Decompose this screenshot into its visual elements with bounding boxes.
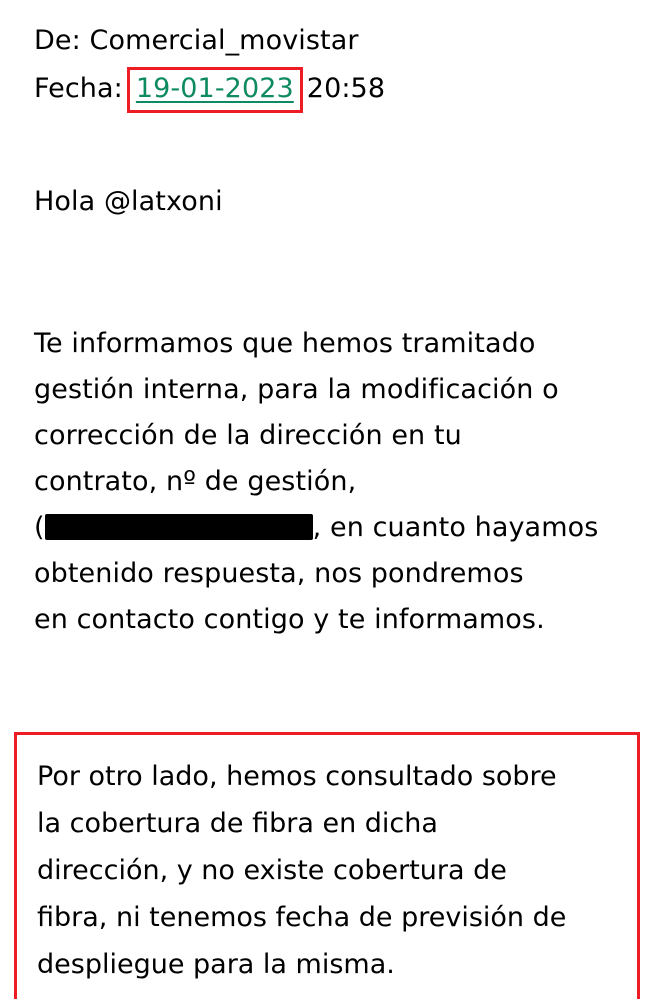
- body-line-6: obtenido respuesta, nos pondremos: [34, 558, 524, 589]
- greeting-text: Hola @latxoni: [34, 186, 223, 217]
- message-header: [34, 0, 620, 113]
- body-line-5: [34, 505, 620, 551]
- date-link[interactable]: 19-01-2023: [135, 73, 294, 104]
- highlighted-paragraph-box: [14, 732, 640, 999]
- sender-label: De:: [34, 25, 81, 56]
- body-line-4: contrato, nº de gestión,: [34, 466, 357, 497]
- body-paragraph: [34, 321, 620, 643]
- redacted-block: [45, 514, 313, 540]
- time-value: 20:58: [306, 73, 386, 104]
- body-line-3: corrección de la dirección en tu: [34, 420, 462, 451]
- date-line: [34, 66, 620, 113]
- date-highlight-box: [127, 67, 303, 113]
- highlight-line-4: fibra, ni tenemos fecha de previsión de: [37, 902, 567, 933]
- highlight-line-5: despliegue para la misma.: [37, 949, 395, 980]
- redaction-prefix: (: [34, 512, 45, 543]
- sender-value: Comercial_movistar: [89, 25, 359, 56]
- body-line-7: en contacto contigo y te informamos.: [34, 604, 545, 635]
- highlight-line-3: dirección, y no existe cobertura de: [37, 855, 507, 886]
- body-line-1: Te informamos que hemos tramitado: [34, 328, 536, 359]
- greeting-block: [34, 179, 620, 225]
- highlight-line-1: Por otro lado, hemos consultado sobre: [37, 761, 557, 792]
- redaction-suffix: , en cuanto hayamos: [312, 512, 599, 543]
- date-label: Fecha:: [34, 73, 123, 104]
- sender-line: [34, 18, 620, 64]
- highlight-line-2: la cobertura de fibra en dicha: [37, 808, 438, 839]
- body-line-2: gestión interna, para la modificación o: [34, 374, 559, 405]
